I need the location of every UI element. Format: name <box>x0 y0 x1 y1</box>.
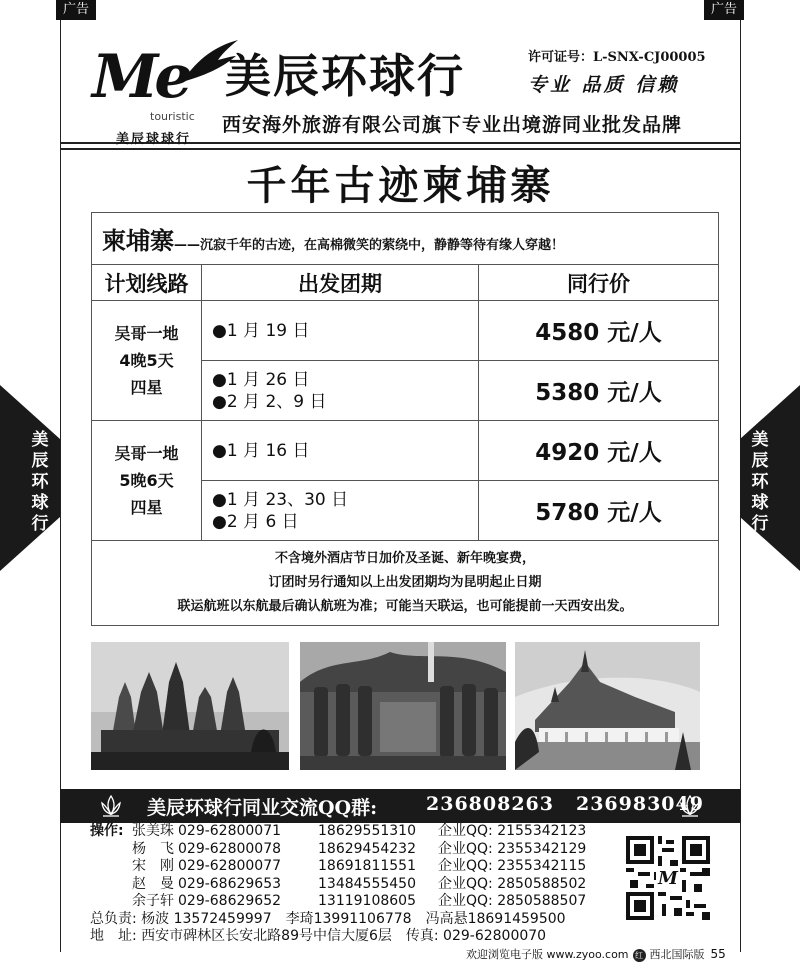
table-row <box>92 301 719 361</box>
notes-cell <box>92 541 719 626</box>
contact-phone[interactable]: 029-62800077 <box>178 858 282 874</box>
qq-group-banner <box>60 789 741 823</box>
brand-name: 美辰环球行 <box>225 49 465 103</box>
logo-wordmark: Me <box>92 42 189 112</box>
price-cell: 5380 元/人 <box>479 361 719 421</box>
contact-row <box>90 841 630 859</box>
route-destination: 吴哥一地 <box>114 444 179 463</box>
svg-text:M: M <box>658 868 678 889</box>
dates-cell <box>202 361 479 421</box>
contact-mobile[interactable]: 18629454232 <box>318 840 416 857</box>
managers-row <box>90 911 630 929</box>
table-header-row <box>92 265 719 301</box>
qq-group-number[interactable]: 236983049 <box>575 793 704 815</box>
route-hotel-level: 四星 <box>130 498 163 517</box>
contact-name: 宋 刚 <box>132 858 174 874</box>
ops-label: 操作: <box>90 823 124 839</box>
ad-label-left: 广告 <box>56 0 96 20</box>
dates-cell <box>202 421 479 481</box>
qq-group-numbers <box>426 793 704 815</box>
departure-date: ●1 月 19 日 <box>212 320 310 341</box>
contact-mobile[interactable]: 13484555450 <box>318 875 416 892</box>
route-destination: 吴哥一地 <box>114 324 179 343</box>
red-badge-icon: 红 <box>633 949 646 962</box>
contact-mobile[interactable]: 18691811551 <box>318 858 416 874</box>
contact-row <box>90 876 630 894</box>
footer <box>466 946 726 962</box>
header-price: 同行价 <box>479 265 719 301</box>
company-description: 西安海外旅游有限公司旗下专业出境游同业批发品牌 <box>222 114 683 136</box>
header-route: 计划线路 <box>92 265 202 301</box>
address-row <box>90 928 630 946</box>
departure-date: ●1 月 16 日 <box>212 440 310 461</box>
side-tab-text: 美辰环球行 <box>751 430 769 534</box>
contact-qq[interactable]: 企业QQ: 2850588507 <box>438 893 587 909</box>
route-cell <box>92 421 202 541</box>
ad-label-right: 广告 <box>704 0 744 20</box>
header <box>60 20 741 147</box>
address-line: 地 址: 西安市碑林区长安北路89号中信大厦6层 传真: 029-62800070 <box>90 928 547 944</box>
header-divider <box>60 148 741 150</box>
page-title: 千年古迹柬埔寨 <box>246 163 555 209</box>
route-duration: 5晚6天 <box>119 471 174 490</box>
managers-line: 总负责: 杨波 13572459997 李琦13991106778 冯高悬18691459500 <box>90 910 566 927</box>
header-dates: 出发团期 <box>202 265 479 301</box>
bayon-statues-photo <box>300 642 506 770</box>
contact-row <box>90 823 630 841</box>
departure-date: ●1 月 23、30 日 <box>212 489 349 510</box>
contact-phone[interactable]: 029-68629652 <box>178 893 282 909</box>
contact-phone[interactable]: 029-68629653 <box>178 875 282 892</box>
angkor-wat-photo <box>91 642 289 770</box>
logo-chinese-name: 美辰球球行 <box>116 132 192 147</box>
footer-text: 欢迎浏览电子版 www.zyoo.com <box>466 948 629 961</box>
side-tab-left <box>0 385 60 571</box>
logo-subtext: touristic <box>150 110 195 123</box>
side-tab-text: 美辰环球行 <box>31 430 49 534</box>
contact-list <box>90 823 630 946</box>
contact-name: 余子轩 <box>132 893 174 909</box>
note-line: 联运航班以东航最后确认航班为准；可能当天联运，也可能提前一天西安出发。 <box>177 599 633 614</box>
page-number: 55 <box>710 947 726 961</box>
footer-section: 西北国际版 <box>649 948 705 961</box>
intro-row <box>92 213 719 265</box>
contact-mobile[interactable]: 13119108605 <box>318 893 416 909</box>
contact-qq[interactable]: 企业QQ: 2850588502 <box>438 875 587 892</box>
price-cell: 4920 元/人 <box>479 421 719 481</box>
contact-phone[interactable]: 029-62800071 <box>178 823 282 839</box>
company-logo <box>92 42 242 147</box>
notes-row <box>92 541 719 626</box>
contact-qq[interactable]: 企业QQ: 2355342129 <box>438 840 587 857</box>
route-hotel-level: 四星 <box>130 378 163 397</box>
lotus-icon <box>98 793 124 819</box>
contact-phone[interactable]: 029-62800078 <box>178 840 282 857</box>
slogan: 专业 品质 信赖 <box>528 74 680 96</box>
contact-mobile[interactable]: 18629551310 <box>318 823 416 839</box>
note-line: 不含境外酒店节日加价及圣诞、新年晚宴费， <box>274 551 535 566</box>
intro-highlight: 柬埔寨 <box>102 227 174 255</box>
contact-name: 杨 飞 <box>132 840 174 857</box>
contact-row <box>90 893 630 911</box>
price-cell: 5780 元/人 <box>479 481 719 541</box>
contact-name: 赵 曼 <box>132 875 174 892</box>
license-number: 许可证号：L-SNX-CJ00005 <box>528 50 706 65</box>
contact-qq[interactable]: 企业QQ: 2355342115 <box>438 858 587 874</box>
departure-date: ●1 月 26 日 <box>212 369 310 390</box>
route-cell <box>92 301 202 421</box>
intro-cell <box>92 213 719 265</box>
qr-code[interactable] <box>626 836 710 920</box>
note-line: 订团时另行通知以上出发团期均为昆明起止日期 <box>268 575 542 590</box>
table-row <box>92 421 719 481</box>
contact-row <box>90 858 630 876</box>
qq-group-number[interactable]: 236808263 <box>426 793 554 815</box>
side-tab-right <box>740 385 800 571</box>
price-cell: 4580 元/人 <box>479 301 719 361</box>
contact-name: 张美珠 <box>132 823 174 839</box>
route-duration: 4晚5天 <box>119 351 174 370</box>
lotus-icon <box>677 793 703 819</box>
departure-date: ●2 月 6 日 <box>212 511 299 532</box>
itinerary-table <box>91 212 719 626</box>
dates-cell <box>202 301 479 361</box>
royal-palace-photo <box>515 642 700 770</box>
dates-cell <box>202 481 479 541</box>
departure-date: ●2 月 2、9 日 <box>212 391 327 412</box>
intro-text: ——沉寂千年的古迹，在高棉微笑的萦绕中，静静等待有缘人穿越！ <box>174 238 565 253</box>
qq-group-label: 美辰环球行同业交流QQ群: <box>147 797 378 819</box>
contact-qq[interactable]: 企业QQ: 2155342123 <box>438 823 587 839</box>
